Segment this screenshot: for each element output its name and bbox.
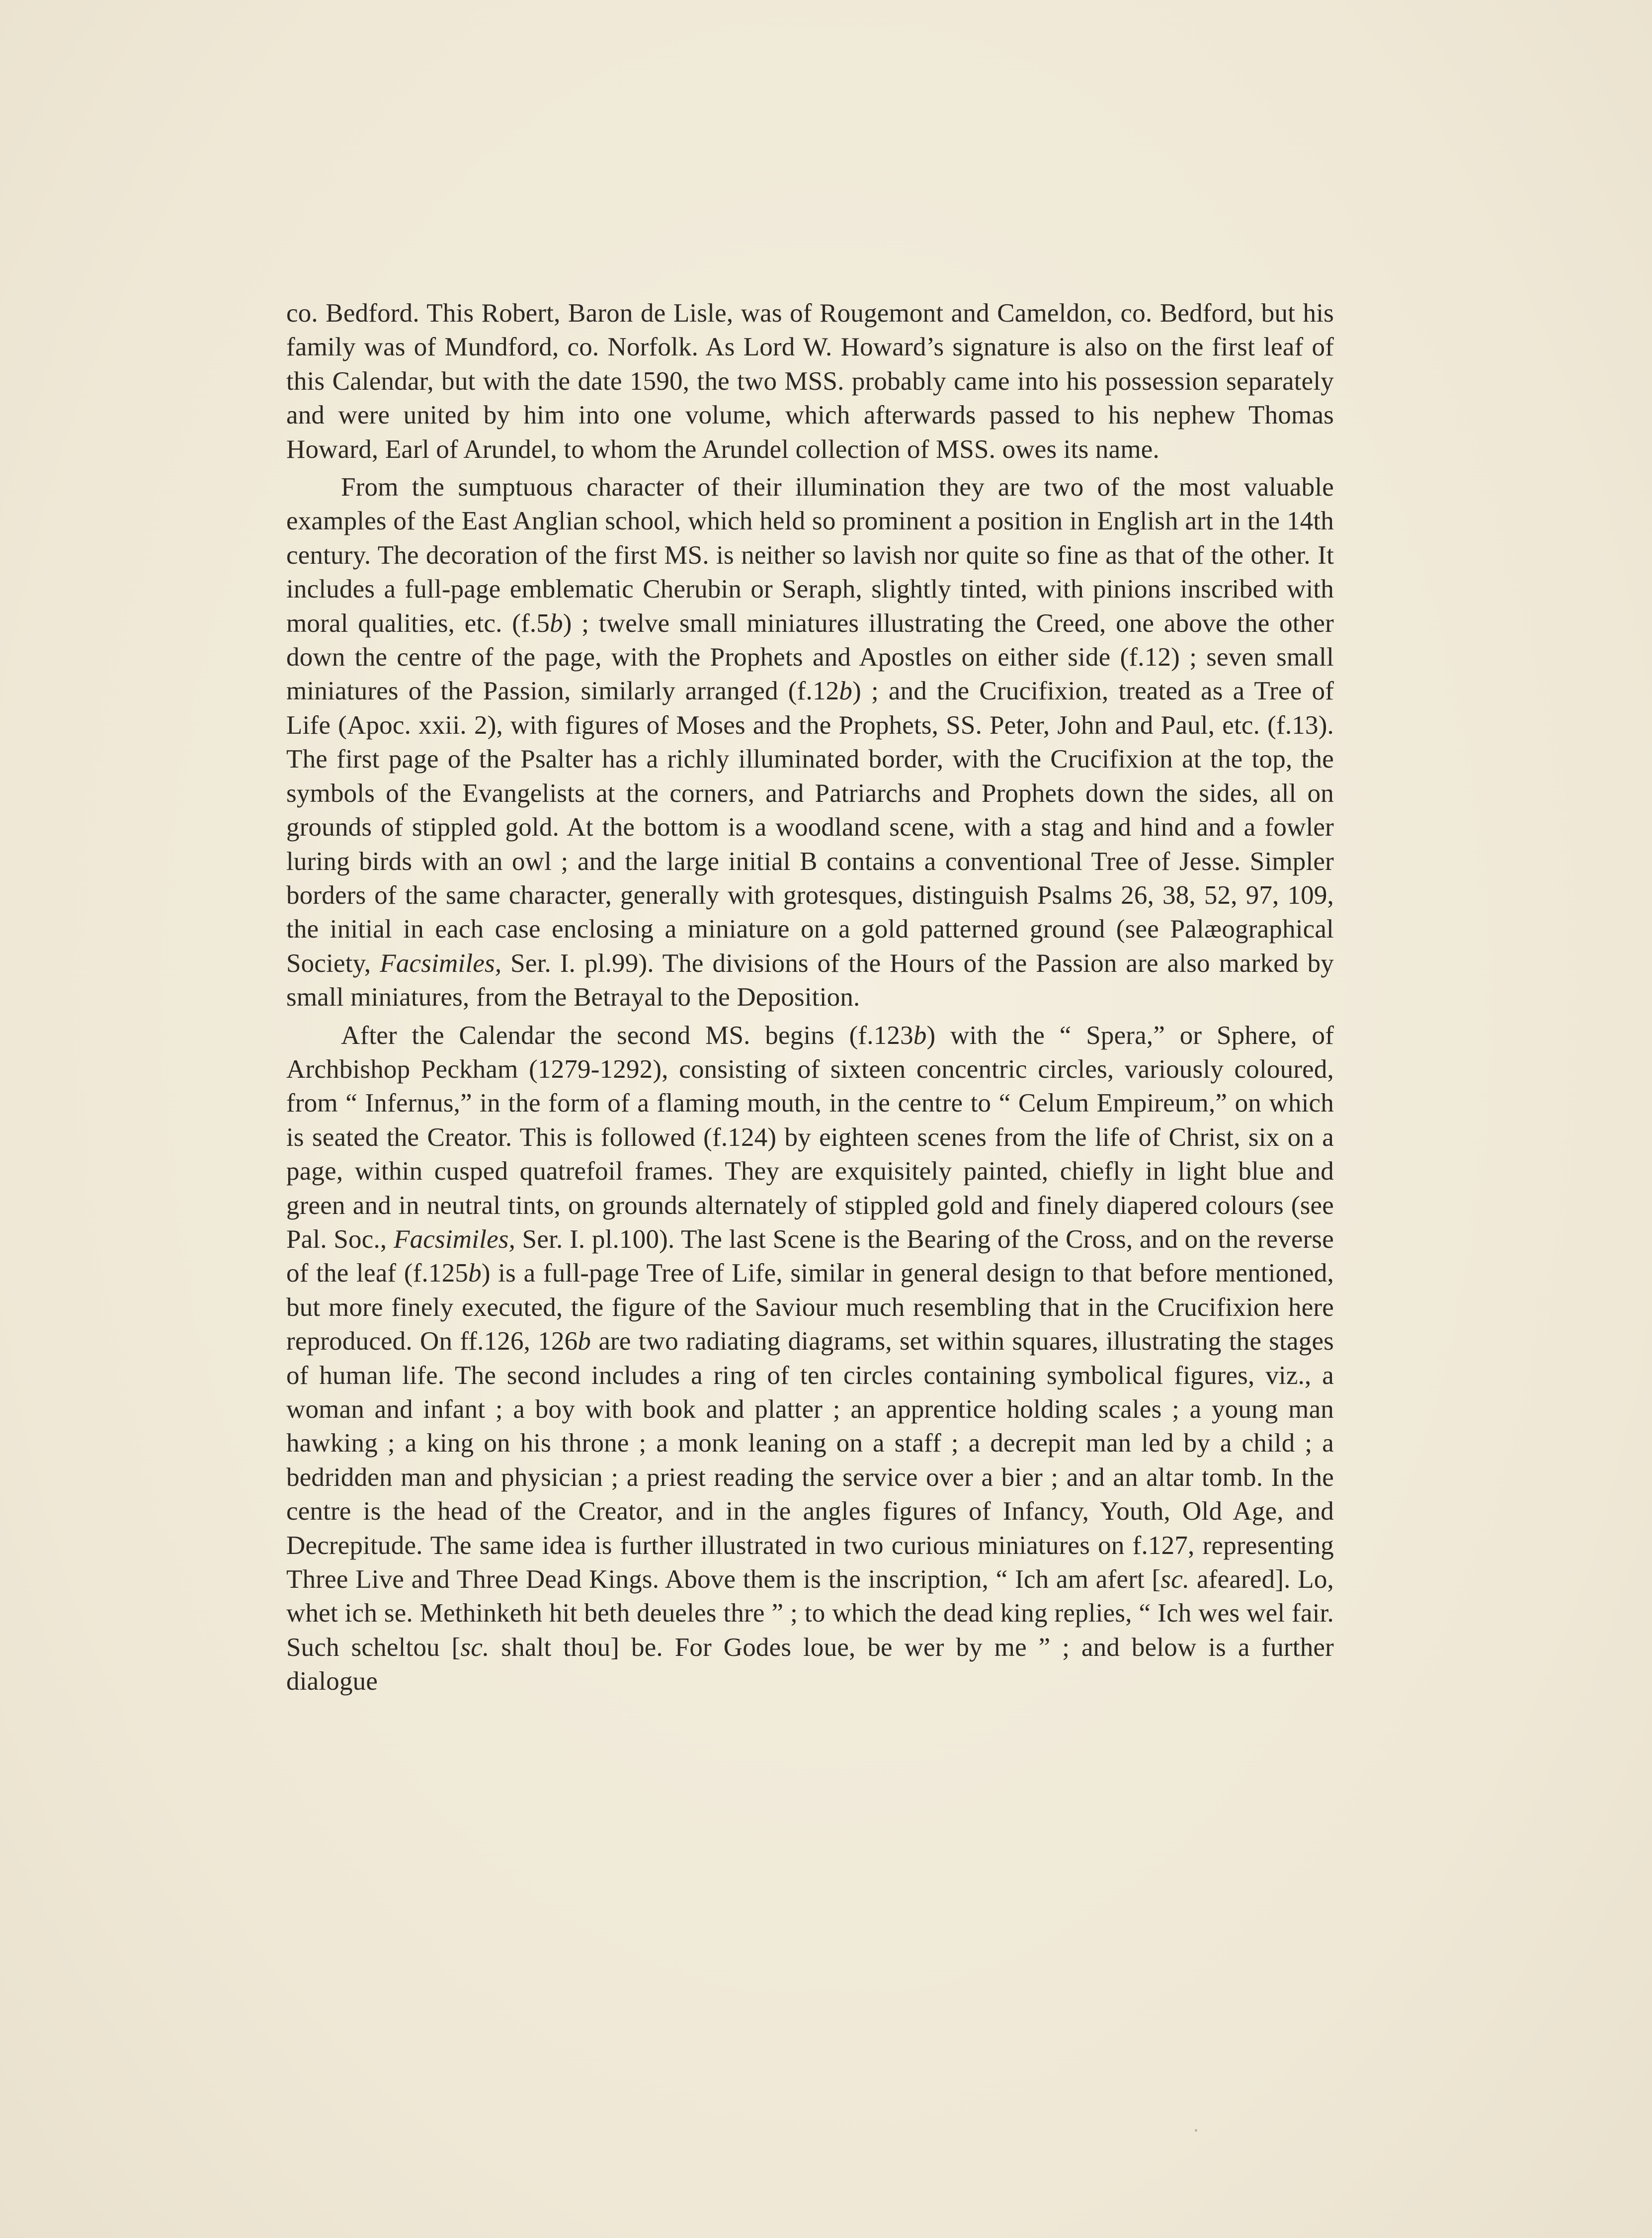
text-run: Ser. I. pl.99). The divisions of the Hours of the Passion are also marked by small miniatures, from the Betrayal to the Deposition. [286, 948, 1334, 1012]
italic-run: b [468, 1259, 482, 1288]
text-run: are two radiating diagrams, set within squares, illustrating the stages of human life. The second includes a ring of ten circles containing symbolical figures, viz., a woman and infant ; a boy with book and platter ; an apprentice holding scales ; a young man hawking ; a king on his throne ; a monk leaning on a staff ; a decrepit man led by a child ; a bedridden man and physician ; a priest reading the service over a bier ; and an altar tomb. In the centre is the head of the Creator, and in the angles figures of Infancy, Youth, Old Age, and Decrepitude. The same idea is further illustrated in two curious miniatures on f.127, representing Three Live and Three Dead Kings. Above them is the inscription, “ Ich am afert [ [286, 1327, 1334, 1594]
paragraph-1 [286, 296, 1334, 466]
text-run: From the sumptuous character of their illumination they are two of the most valuable examples of the East Anglian school, which held so prominent a position in English art in the 14th century. The decoration of the first MS. is neither so lavish nor quite so fine as that of the other. It includes a full-page emblematic Cherubin or Seraph, slightly tinted, with pinions inscribed with moral qualities, etc. (f.5 [286, 473, 1334, 638]
text-run: After the Calendar the second MS. begins (f.123 [341, 1021, 913, 1050]
italic-run: Facsimiles, [380, 948, 502, 978]
text-run: afeared]. Lo, whet ich se. Methinketh hit beth deueles thre ” ; to which the dead king replies, “ Ich wes wel fair. Such scheltou [ [286, 1565, 1334, 1662]
italic-run: b [550, 608, 563, 638]
text-run: ) ; twelve small miniatures illustrating the Creed, one above the other down the centre of the page, with the Prophets and Apostles on either side (f.12) ; seven small miniatures of the Passion, similarly arranged (f.12 [286, 608, 1334, 706]
text-run: ) is a full-page Tree of Life, similar in general design to that before mentioned, but more finely executed, the figure of the Saviour much resembling that in the Crucifixion here reproduced. On ff.126, 126 [286, 1259, 1334, 1356]
italic-run: sc. [1160, 1565, 1190, 1594]
paper-speck [1195, 2129, 1197, 2132]
text-run: ) ; and the Crucifixion, treated as a Tree of Life (Apoc. xxii. 2), with figures of Moses and the Prophets, SS. Peter, John and Paul, etc. (f.13). The first page of the Psalter has a richly illuminated border, with the Crucifixion at the top, the symbols of the Evangelists at the corners, and Patriarchs and Prophets down the sides, all on grounds of stippled gold. At the bottom is a woodland scene, with a stag and hind and a fowler luring birds with an owl ; and the large initial B contains a conventional Tree of Jesse. Simpler borders of the same character, generally with grotesques, distinguish Psalms 26, 38, 52, 97, 109, the initial in each case enclosing a miniature on a gold patterned ground (see Palæographical Society, [286, 677, 1334, 978]
text-run: Ser. I. pl.100). The last Scene is the Bearing of the Cross, and on the reverse of the leaf (f.125 [286, 1224, 1334, 1288]
paragraph-2 [286, 470, 1334, 1015]
text-block [286, 296, 1334, 1699]
italic-run: sc. [460, 1633, 490, 1662]
text-run: ) with the “ Spera,” or Sphere, of Archbishop Peckham (1279-1292), consisting of sixteen concentric circles, variously coloured, from “ Infernus,” in the form of a flaming mouth, in the centre to “ Celum Empireum,” on which is seated the Creator. This is followed (f.124) by eighteen scenes from the life of Christ, six on a page, within cusped quatrefoil frames. They are exquisitely painted, chiefly in light blue and green and in neutral tints, on grounds alternately of stippled gold and finely diapered colours (see Pal. Soc., [286, 1021, 1334, 1254]
italic-run: b [578, 1327, 591, 1356]
italic-run: b [839, 677, 853, 706]
text-run: co. Bedford. This Robert, Baron de Lisle, was of Rougemont and Cameldon, co. Bedford, but his family was of Mundford, co. Norfolk. As Lord W. Howard’s signature is also on the first leaf of this Calendar, but with the date 1590, the two MSS. probably came into his possession separately and were united by him into one volume, which afterwards passed to his nephew Thomas Howard, Earl of Arundel, to whom the Arundel collection of MSS. owes its name. [286, 299, 1334, 464]
italic-run: b [913, 1021, 927, 1050]
text-run: shalt thou] be. For Godes loue, be wer by me ” ; and below is a further dialogue [286, 1633, 1334, 1696]
italic-run: Facsimiles, [394, 1224, 516, 1254]
paragraph-3 [286, 1019, 1334, 1699]
